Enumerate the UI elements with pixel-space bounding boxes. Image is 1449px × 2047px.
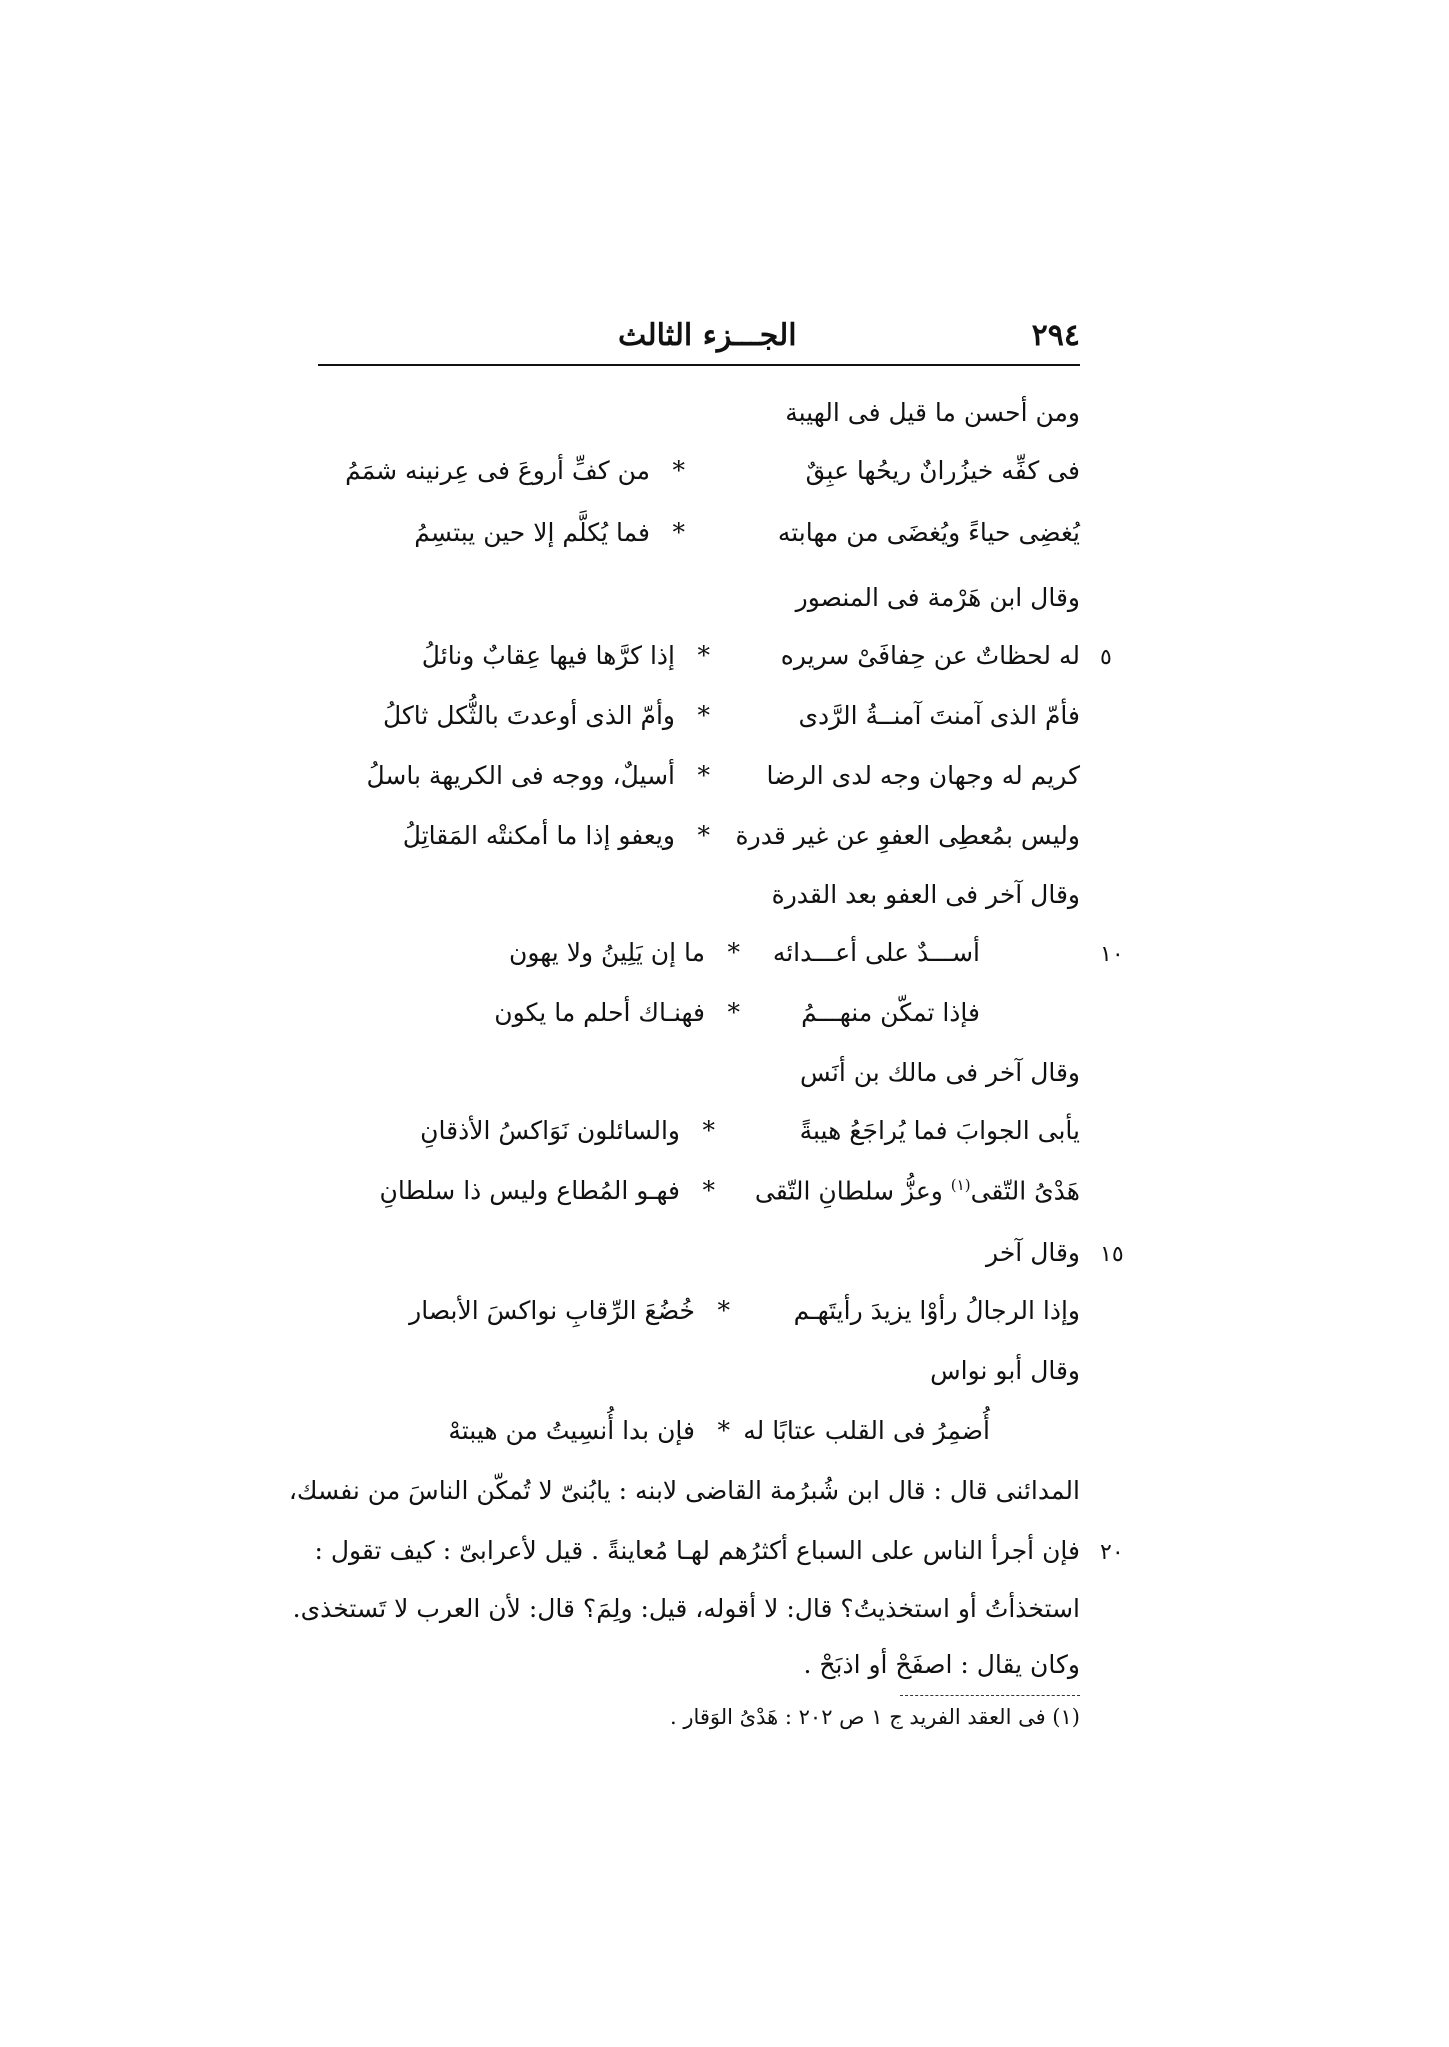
verse-second-hemistich: فما يُكلَّم إلا حين يبتسِمُ [414,518,650,547]
verse-separator: * [697,701,710,730]
verse-first-hemistich: يأبى الجوابَ فما يُراجَعُ هيبةً [799,1116,1080,1145]
verse-separator: * [727,938,740,967]
verse-second-hemistich: ويعفو إذا ما أمكنتْه المَقاتِلُ [402,821,675,850]
footnote-rule [900,1695,1080,1696]
verse-line [318,458,1080,488]
verse-separator: * [717,1296,730,1325]
verse-line [318,1000,1080,1030]
heading-line: وقال آخر [986,1238,1080,1267]
verse-second-hemistich: فهنـاك أحلم ما يكون [494,998,705,1027]
verse-first-hemistich: وليس بمُعطِى العفوِ عن غير قدرة [735,821,1080,850]
footnote: (١) فى العقد الفريد ج ١ ص ٢٠٢ : هَدْىُ الوَقار . [669,1705,1080,1729]
line-number: ٥ [1100,645,1112,670]
line-number: ٢٠ [1100,1540,1124,1565]
verse-first-hemistich: فى كفِّه خيزُرانٌ ريحُها عبِقٌ [805,456,1080,485]
verse-line [318,703,1080,733]
verse-line [318,643,1080,673]
heading-line: ومن أحسن ما قيل فى الهيبة [785,398,1080,427]
verse-first-hemistich: أُضمِرُ فى القلب عتابًا له [743,1416,990,1445]
verse-first-hemistich: وإذا الرجالُ رأوْا يزيدَ رأيتَهـم [793,1296,1080,1325]
verse-line [318,1118,1080,1148]
verse-line [318,1418,1080,1448]
verse-second-hemistich: وأمّ الذى أوعدتَ بالثُّكل ثاكلُ [382,701,675,730]
verse-second-hemistich: من كفِّ أروعَ فى عِرنينه شمَمُ [345,456,650,485]
heading-line: وقال أبو نواس [930,1356,1080,1385]
verse-separator: * [697,821,710,850]
page-number: ٢٩٤ [1031,318,1080,353]
verse-line [318,763,1080,793]
verse-second-hemistich: أسيلٌ، ووجه فى الكريهة باسلُ [366,761,675,790]
verse-first-hemistich: له لحظاتٌ عن حِفافَىْ سريره [780,641,1080,670]
heading-line: وقال آخر فى مالك بن أنَس [800,1058,1080,1087]
verse-first-hemistich [754,1176,1080,1206]
verse-second-hemistich: والسائلون نَوَاكسُ الأذقانِ [420,1116,680,1145]
verse-line [318,1298,1080,1328]
verse-separator: * [717,1416,730,1445]
heading-line: وقال ابن هَرْمة فى المنصور [795,583,1080,612]
verse-separator: * [697,761,710,790]
verse-first-hemistich: يُغضِى حياءً ويُغضَى من مهابته [777,518,1080,547]
verse-second-hemistich: ما إن يَلِينُ ولا يهون [509,938,705,967]
prose-line: المدائنى قال : قال ابن شُبرُمة القاضى لابنه : يابُنىّ لا تُمكّن الناسَ من نفسك، [288,1476,1080,1505]
verse-line [318,823,1080,853]
verse-text-part: هَدْىُ التّقى [970,1176,1080,1206]
verse-second-hemistich: فإن بدا أُنسِيتُ من هيبتهْ [448,1416,695,1445]
verse-separator: * [702,1116,715,1145]
verse-second-hemistich: خُضُعَ الرِّقابِ نواكسَ الأبصار [409,1296,695,1325]
verse-first-hemistich: أســـدٌ على أعـــدائه [772,938,980,967]
footnote-marker: (١) [950,1176,971,1194]
header-rule [318,364,1080,366]
verse-separator: * [697,641,710,670]
verse-first-hemistich: كريم له وجهان وجه لدى الرضا [766,761,1080,790]
prose-line: استخذأتُ أو استخذيتُ؟ قال: لا أقوله، قيل: ولِمَ؟ قال: لأن العرب لا تَستخذى. [292,1594,1080,1623]
verse-line [318,520,1080,550]
verse-line [318,1178,1080,1208]
running-title: الجـــزء الثالث [618,318,797,353]
page-header [318,318,1080,362]
line-number: ١٥ [1100,1242,1124,1267]
verse-separator: * [672,456,685,485]
verse-text-part: وعزُّ سلطانِ التّقى [754,1176,951,1206]
verse-second-hemistich: إذا كرَّها فيها عِقابٌ ونائلُ [421,641,675,670]
prose-line: فإن أجرأ الناس على السباع أكثرُهم لهـا مُعاينةً . قيل لأعرابىّ : كيف تقول : [314,1536,1080,1565]
verse-first-hemistich: فأمّ الذى آمنتَ آمنــةُ الرَّدى [798,701,1080,730]
verse-separator: * [702,1176,715,1205]
heading-line: وقال آخر فى العفو بعد القدرة [771,880,1080,909]
prose-line: وكان يقال : اصفَحْ أو اذبَحْ . [803,1650,1080,1679]
verse-separator: * [727,998,740,1027]
verse-first-hemistich: فإذا تمكّن منهـــمُ [801,998,980,1027]
verse-line [318,940,1080,970]
line-number: ١٠ [1100,942,1124,967]
verse-second-hemistich: فهـو المُطاع وليس ذا سلطانِ [379,1176,680,1205]
verse-separator: * [672,518,685,547]
